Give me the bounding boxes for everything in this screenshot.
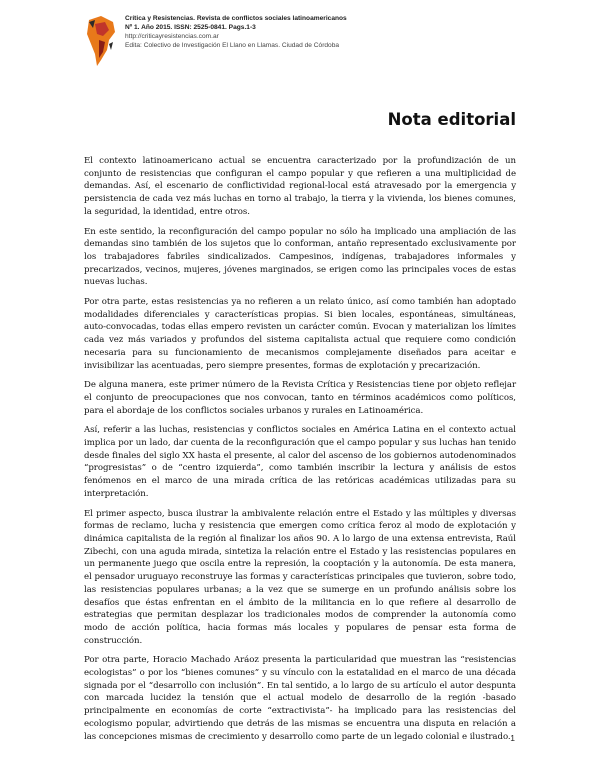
paragraph-1: El contexto latinoamericano actual se encuentra caracterizado por la profundización de un conjunto de resistencias que configuran el campo popular y que refieren a una multiplicidad de demandas. Así, el escenario de conflictividad regional-local está atravesado por la emergencia y persistencia de cada vez más luchas en torno al trabajo, la tierra y la vivienda, los bienes comunes, la seguridad, la identidad, entre otros. — [84, 156, 516, 217]
paragraph-4: De alguna manera, este primer número de la Revista Crítica y Resistencias tiene por objeto reflejar el conjunto de preocupaciones que nos convocan, tanto en términos académicos como políticos, para el abordaje de los conflictos sociales urbanos y rurales en Latinoamérica. — [84, 380, 516, 416]
paragraph-5: Así, referir a las luchas, resistencias y conflictos sociales en América Latina en el contexto actual implica por un lado, dar cuenta de la reconfiguración que el campo popular y sus luchas han tenido desde finales del siglo XX hasta el presente, al calor del ascenso de los gobiernos autodenominados “progresistas” o de “centro izquierda”, como también inscribir la lectura y análisis de estos fenómenos en el marco de una mirada crítica de las retóricas académicas utilizadas para su interpretación. — [84, 425, 516, 499]
article-body — [84, 155, 516, 750]
journal-url[interactable]: http://criticayresistencias.com.ar — [125, 33, 219, 40]
publisher-line: Edita: Colectivo de Investigación El Llano en Llamas. Ciudad de Córdoba — [125, 42, 340, 49]
journal-logo-icon — [85, 14, 117, 68]
page-number: 1 — [510, 733, 515, 743]
paragraph-3: Por otra parte, estas resistencias ya no refieren a un relato único, así como también han adoptado modalidades diferenciales y características propias. Si bien locales, espontáneas, simultáneas, auto-convocadas, todas ellas empero revisten un carácter común. Evocan y materializan los límites cada vez más variados y profundos del sistema capitalista actual que requiere como condición necesaria para su funcionamiento de mecanismos complejamente diseñados para aceitar e invisibilizar las acentuadas, pero siempre presentes, formas de explotación y precarización. — [84, 297, 516, 371]
paragraph-6: El primer aspecto, busca ilustrar la ambivalente relación entre el Estado y las múltiples y diversas formas de reclamo, lucha y resistencia que emergen como crítica feroz al modo de explotación y dinámica capitalista de la región al finalizar los años 90. A lo largo de una extensa entrevista, Raúl Zibechi, con una aguda mirada, sintetiza la relación entre el Estado y las resistencias populares en un permanente juego que oscila entre la represión, la cooptación y la autonomía. De esta manera, el pensador uruguayo reconstruye las formas y características principales que tuvieron, sobre todo, las resistencias populares urbanas; a la vez que se sumerge en un profundo análisis sobre los desafíos que éstas enfrentan en el ámbito de la militancia en lo que refiere al desarrollo de estrategias que permitan desplazar los tradicionales modos de comprender la autonomía como modo de acción política, hacia formas más locales y populares de pensar esta forma de construcción. — [84, 508, 516, 646]
journal-title-line: Crítica y Resistencias. Revista de conflictos sociales latinoamericanos — [125, 15, 347, 22]
page-title: Nota editorial — [387, 110, 516, 129]
paragraph-7: Por otra parte, Horacio Machado Aráoz presenta la particularidad que muestran las “resistencias ecologistas” o por los “bienes comunes” y su vínculo con la estatalidad en el marco de una década signada por el “desarrollo con inclusión”. En tal sentido, a lo largo de su artículo el autor despunta con marcada lucidez la tensión que el actual modelo de desarrollo de la región -basado principalmente en economías de corte “extractivista”- ha implicado para las resistencias del ecologismo popular, advirtiendo que detrás de las mismas se encuentra una disputa en relación a las concepciones mismas de crecimiento y desarrollo como parte de un legado colonial e ilustrado. — [84, 655, 516, 742]
journal-header — [85, 14, 525, 82]
paragraph-2: En este sentido, la reconfiguración del campo popular no sólo ha implicado una ampliación de las demandas sino también de los sujetos que lo conforman, antaño representado exclusivamente por los trabajadores fabriles sindicalizados. Campesinos, indígenas, trabajadores informales y precarizados, vecinos, mujeres, jóvenes marginados, se erigen como las principales voces de estas nuevas luchas. — [84, 226, 516, 288]
issue-line: Nº 1. Año 2015. ISSN: 2525-0841. Pags.1-3 — [125, 24, 256, 31]
